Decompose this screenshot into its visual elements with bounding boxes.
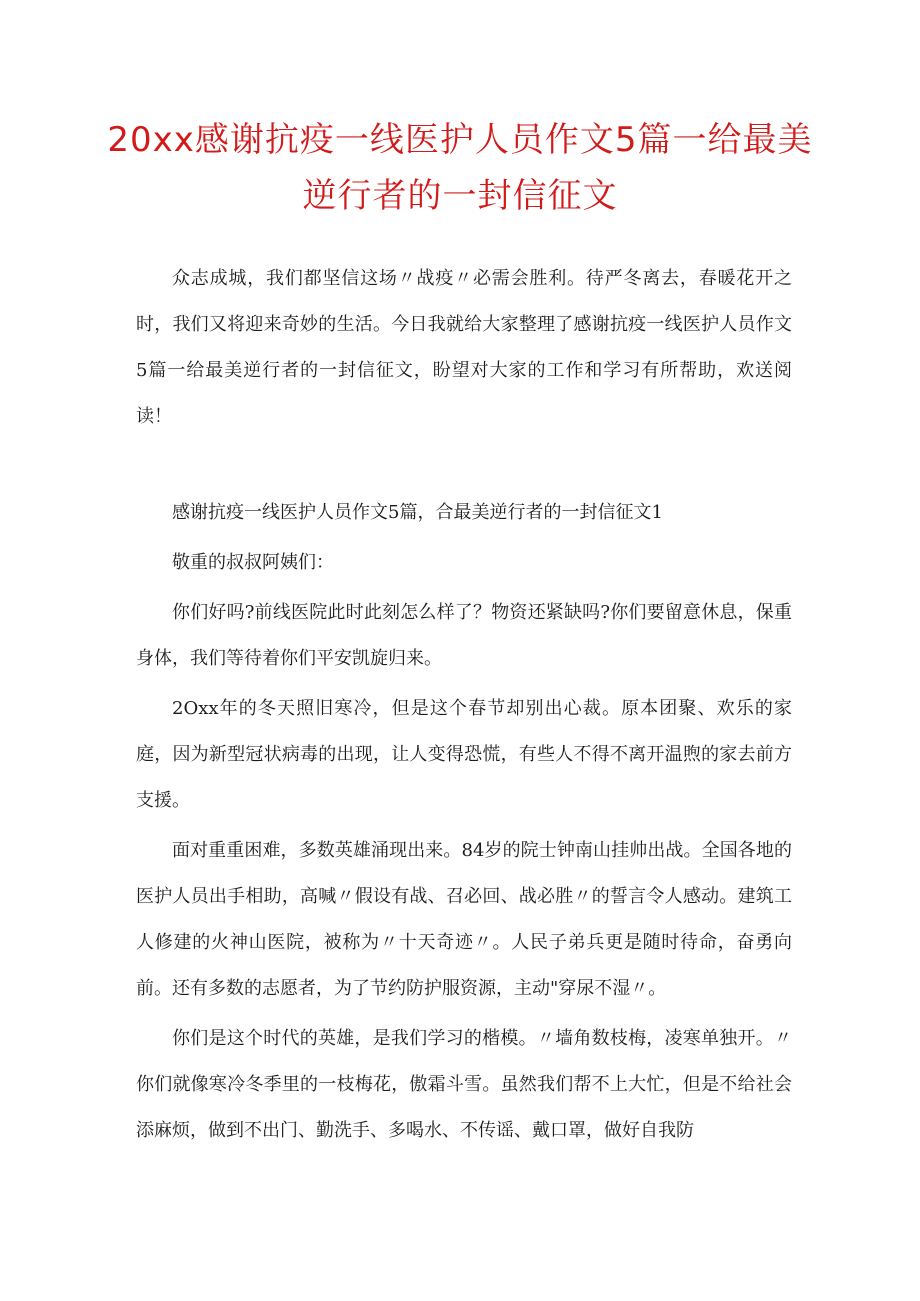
letter-salutation: 敬重的叔叔阿姨们：	[172, 552, 334, 573]
body-paragraph: 你们是这个时代的英雄，是我们学习的楷模。〃墙角数枝梅，凌寒单独开。〃你们就像寒冷冬季里的一枝梅花，傲霜斗雪。虽然我们帮不上大忙，但是不给社会添麻烦，做到不出门、勤洗手、多喝水、不传谣、戴口罩，做好自我防	[136, 1028, 792, 1141]
paragraph-spacer	[136, 444, 792, 490]
body-paragraph: 2Oxx年的冬天照旧寒冷，但是这个春节却别出心裁。原本团聚、欢乐的家庭，因为新型冠状病毒的出现，让人变得恐慌，有些人不得不离开温煦的家去前方支援。	[136, 698, 792, 811]
document-body	[136, 256, 792, 1158]
body-paragraph: 你们好吗?前线医院此时此刻怎么样了？物资还紧缺吗?你们要留意休息，保重身体，我们等待着你们平安凯旋归来。	[136, 602, 792, 669]
body-paragraph: 面对重重困难，多数英雄涌现出来。84岁的院士钟南山挂帅出战。全国各地的医护人员出手相助，高喊〃假设有战、召必回、战必胜〃的誓言令人感动。建筑工人修建的火神山医院，被称为〃十天奇迹〃。人民子弟兵更是随时待命，奋勇向前。还有多数的志愿者，为了节约防护服资源，主动"穿尿不湿〃。	[136, 840, 792, 999]
document-title: 20xx感谢抗疫一线医护人员作文5篇一给最美逆行者的一封信征文	[107, 120, 813, 216]
section-heading: 感谢抗疫一线医护人员作文5篇，合最美逆行者的一封信征文1	[172, 502, 663, 523]
intro-paragraph: 众志成城，我们都坚信这场〃战疫〃必需会胜利。待严冬离去，春暖花开之时，我们又将迎来奇妙的生活。今日我就给大家整理了感谢抗疫一线医护人员作文5篇一给最美逆行者的一封信征文，盼望对大家的工作和学习有所帮助，欢送阅读！	[136, 268, 792, 427]
